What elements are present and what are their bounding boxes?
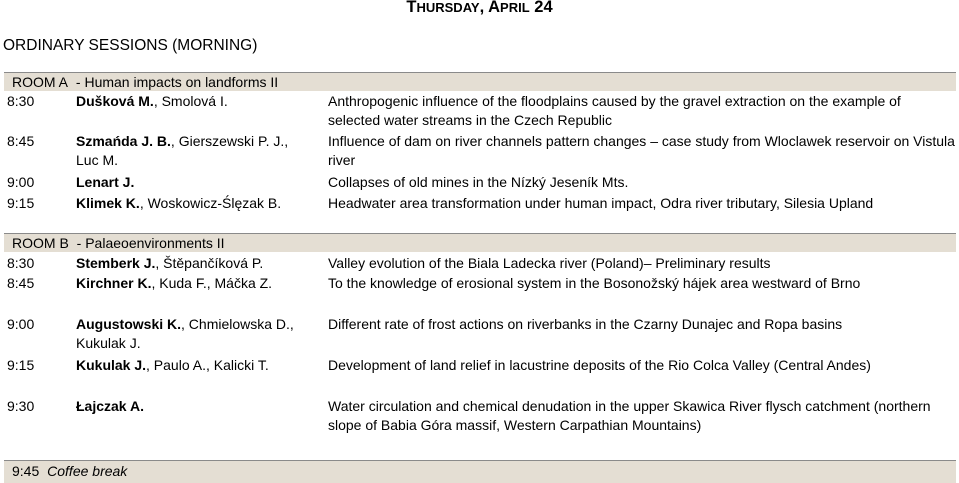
talk-time: 8:45 [7,133,35,149]
talk-title: Collapses of old mines in the Nízký Jeseník Mts. [328,174,629,190]
break-label: 9:45 Coffee break [12,463,128,479]
title-text: HURSDAY [416,0,480,15]
talk-title: Headwater area transformation under human impact, Odra river tributary, Silesia Upland [328,195,874,211]
title-text: A [488,0,501,16]
talk-authors: Lenart J. [76,174,135,190]
talk-authors: Łajczak A. [76,398,144,414]
talk-authors: Dušková M., Smolová I. [76,93,228,109]
talk-authors: Szmańda J. B., Gierszewski P. J., Luc M. [76,133,289,168]
talk-time: 9:15 [7,195,35,211]
talk-title: Valley evolution of the Biala Ladecka river (Poland)– Preliminary results [328,255,771,271]
talk-time: 9:30 [7,398,35,414]
break-row [4,460,956,483]
room-label: ROOM A - Human impacts on landforms II [12,74,279,90]
talk-time: 9:00 [7,174,35,190]
talk-authors: Kirchner K., Kuda F., Máčka Z. [76,275,273,291]
room-header [4,72,956,91]
talk-authors: Augustowski K., Chmielowska D., Kukulak J. [76,316,294,351]
talk-time: 8:45 [7,275,35,291]
talk-time: 9:00 [7,316,35,332]
talk-title: Influence of dam on river channels pattern changes – case study from Wloclawek reservoir on Vistula river [328,133,955,168]
room-label: ROOM B - Palaeoenvironments II [12,235,225,251]
title-text: T [406,0,417,16]
talk-title: Anthropogenic influence of the floodplains caused by the gravel extraction on the example of selected water streams in the Czech Republic [328,93,901,128]
talk-title: Water circulation and chemical denudation in the upper Skawica River flysch catchment (northern slope of Babia Góra massif, Western Carpathian Mountains) [328,398,931,433]
talk-authors: Klimek K., Woskowicz-Ślęzak B. [76,195,282,211]
room-header [4,233,956,252]
talk-time: 8:30 [7,93,35,109]
talk-time: 8:30 [7,255,35,271]
talk-authors: Kukulak J., Paulo A., Kalicki T. [76,357,269,373]
title-text: 24 [534,0,553,16]
talk-title: To the knowledge of erosional system in the Bosonožský hájek area westward of Brno [328,275,861,291]
talk-title: Development of land relief in lacustrine deposits of the Rio Colca Valley (Central Andes) [328,357,871,373]
title-text: PRIL [500,0,530,15]
talk-time: 9:15 [7,357,35,373]
talk-title: Different rate of frost actions on riverbanks in the Czarny Dunajec and Ropa basins [328,316,843,332]
talk-authors: Stemberk J., Štěpančíková P. [76,255,264,271]
page-title: THURSDAY, APRIL 24 [406,0,553,16]
session-heading: ORDINARY SESSIONS (MORNING) [3,37,258,54]
